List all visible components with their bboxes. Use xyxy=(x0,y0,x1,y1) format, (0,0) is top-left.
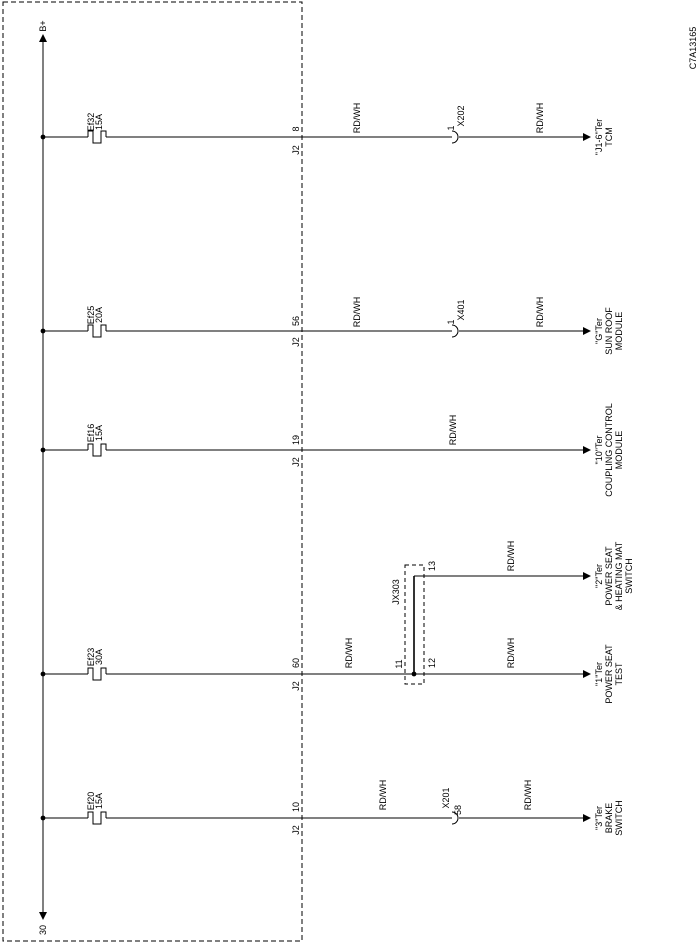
fuse-symbol xyxy=(88,444,106,456)
connector-label: J2 xyxy=(291,825,301,835)
bus-arrow-bottom xyxy=(39,912,47,920)
inline-connector-name: X202 xyxy=(456,105,466,127)
fuse-symbol xyxy=(88,668,106,680)
inline-connector-name: X401 xyxy=(456,299,466,321)
wire-arrow xyxy=(583,446,591,454)
wire-color-right: RD/WH xyxy=(523,779,533,811)
connector-label: J2 xyxy=(291,681,301,691)
fuse-amps: 15A xyxy=(94,113,104,131)
branch-destination-line-1: "2"Ter xyxy=(594,564,604,588)
junction-pin-out2: 13 xyxy=(427,560,437,572)
bus-arrow-top xyxy=(39,34,47,42)
destination-line-1: "J1-6"Ter xyxy=(594,118,604,156)
wire-color-left: RD/WH xyxy=(378,779,388,811)
wire-arrow xyxy=(583,670,591,678)
fuse-amps: 30A xyxy=(94,648,104,666)
fuse-amps: 15A xyxy=(94,424,104,442)
destination-line-3: TEST xyxy=(614,662,624,686)
wire-color-left: RD/WH xyxy=(344,637,354,669)
fuse-symbol xyxy=(88,812,106,824)
branch-destination-line-4: SWITCH xyxy=(624,558,634,594)
destination-line-3: MODULE xyxy=(614,430,624,470)
inline-connector-pin: 1 xyxy=(446,319,456,325)
wire-color-right: RD/WH xyxy=(506,637,516,669)
circuit-ef25 xyxy=(41,297,624,355)
pin-label: 60 xyxy=(291,657,301,669)
wire-color-right: RD/WH xyxy=(535,102,545,134)
bus-top-label: B+ xyxy=(38,20,48,32)
fuse-label: Ef20 xyxy=(86,791,96,811)
wire-arrow xyxy=(583,814,591,822)
pin-label: 56 xyxy=(291,315,301,327)
fuse-symbol xyxy=(88,131,106,143)
fuse-label: Ef25 xyxy=(86,305,96,325)
fuse-box-outline xyxy=(3,2,302,941)
pin-label: 8 xyxy=(291,126,301,132)
destination-line-3: SWITCH xyxy=(614,800,624,836)
circuit-ef20 xyxy=(41,780,624,836)
fuse-amps: 15A xyxy=(94,792,104,810)
circuit-ef23 xyxy=(41,638,624,704)
branch-destination-line-3: & HEATING MAT xyxy=(614,541,624,611)
fuse-label: Ef23 xyxy=(86,647,96,667)
junction-pin-out1: 12 xyxy=(427,657,437,669)
inline-connector-pin: 1 xyxy=(446,125,456,131)
inline-connector-name: X201 xyxy=(441,787,451,809)
fuse-amps: 20A xyxy=(94,306,104,324)
wire-arrow xyxy=(583,572,591,580)
junction-pin-in: 11 xyxy=(394,659,404,669)
branch-destination-line-2: POWER SEAT xyxy=(604,546,614,606)
inline-connector-symbol xyxy=(452,325,458,337)
bus-bottom-label: 30 xyxy=(38,924,48,936)
destination-line-2: TCM xyxy=(604,127,614,147)
circuit-ef16 xyxy=(41,403,624,497)
circuit-ef32 xyxy=(41,103,614,155)
fuse-label: Ef16 xyxy=(86,423,96,443)
destination-line-1: "10"Ter xyxy=(594,435,604,465)
destination-line-1: "3"Ter xyxy=(594,806,604,830)
junction-name: JX303 xyxy=(391,579,401,605)
wire-color-left: RD/WH xyxy=(352,102,362,134)
wire-arrow xyxy=(583,327,591,335)
wire-color-mid: RD/WH xyxy=(448,414,458,446)
destination-line-2: POWER SEAT xyxy=(604,644,614,704)
document-id: C7A13165 xyxy=(688,26,698,70)
wire-color-left: RD/WH xyxy=(352,296,362,328)
wire-color-right: RD/WH xyxy=(535,296,545,328)
inline-connector-pin: 58 xyxy=(453,804,463,816)
destination-line-1: "G"Ter xyxy=(594,318,604,344)
destination-line-3: MODULE xyxy=(614,311,624,351)
branch-wire-color: RD/WH xyxy=(506,540,516,572)
connector-label: J2 xyxy=(291,337,301,347)
inline-connector-symbol xyxy=(452,131,458,143)
connector-label: J2 xyxy=(291,457,301,467)
fuse-symbol xyxy=(88,325,106,337)
destination-line-2: BRAKE xyxy=(604,802,614,834)
fuse-label: Ef32 xyxy=(86,112,96,132)
wire-arrow xyxy=(583,133,591,141)
pin-label: 10 xyxy=(291,801,301,813)
pin-label: 19 xyxy=(291,434,301,446)
destination-line-1: "1"Ter xyxy=(594,662,604,686)
connector-label: J2 xyxy=(291,145,301,155)
destination-line-2: SUN ROOF xyxy=(604,307,614,355)
destination-line-2: COUPLING CONTROL xyxy=(604,403,614,497)
